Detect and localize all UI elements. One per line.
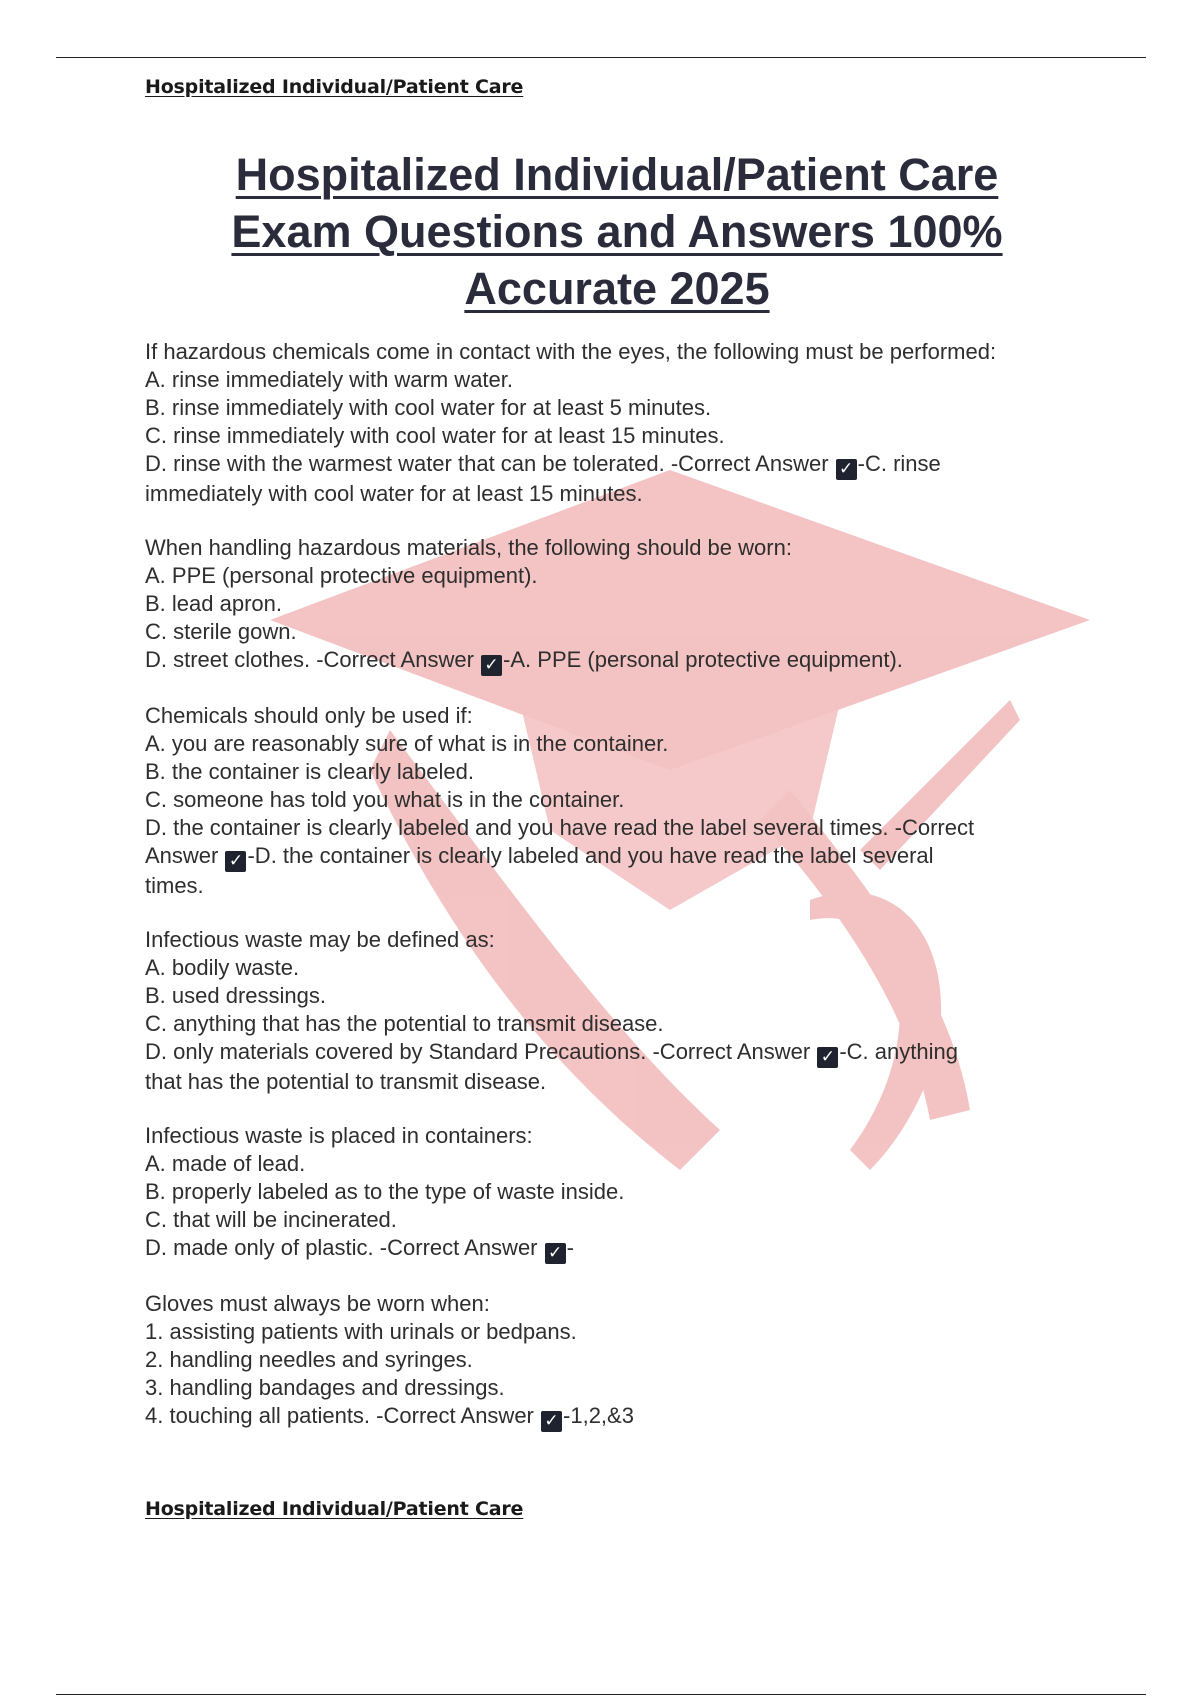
option: C. that will be incinerated. bbox=[145, 1207, 397, 1232]
option: A. bodily waste. bbox=[145, 955, 300, 980]
running-footer: Hospitalized Individual/Patient Care bbox=[145, 1498, 524, 1520]
question-block bbox=[145, 926, 1105, 1096]
questions-list bbox=[145, 338, 1105, 1458]
check-mark-icon: ✓ bbox=[836, 459, 857, 480]
option: C. anything that has the potential to transmit disease. bbox=[145, 1011, 664, 1036]
option: D. only materials covered by Standard Precautions. bbox=[145, 1039, 647, 1064]
option: D. the container is clearly labeled and you have read the label several times. -Correct bbox=[145, 815, 975, 840]
top-rule bbox=[56, 57, 1146, 58]
question-stem: Gloves must always be worn when: bbox=[145, 1291, 490, 1316]
answer-prefix: -Correct Answer bbox=[316, 647, 474, 672]
answer-prefix: -Correct Answer bbox=[670, 451, 829, 476]
option: A. PPE (personal protective equipment). bbox=[145, 563, 538, 588]
option: 1. assisting patients with urinals or bedpans. bbox=[145, 1319, 577, 1344]
question-block bbox=[145, 1122, 1105, 1264]
option-with-answer bbox=[145, 646, 1105, 676]
correct-answer: -C. anything bbox=[839, 1039, 958, 1064]
option: B. rinse immediately with cool water for at least 5 minutes. bbox=[145, 395, 712, 420]
running-header: Hospitalized Individual/Patient Care bbox=[145, 76, 524, 98]
answer-prefix: -Correct Answer bbox=[652, 1039, 811, 1064]
option: D. rinse with the warmest water that can be tolerated. bbox=[145, 451, 665, 476]
option: 4. touching all patients. bbox=[145, 1403, 371, 1428]
title-line-1: Hospitalized Individual/Patient Care bbox=[235, 149, 999, 200]
check-mark-icon: ✓ bbox=[481, 655, 502, 676]
option: A. made of lead. bbox=[145, 1151, 306, 1176]
document-title bbox=[145, 146, 1089, 317]
question-stem: When handling hazardous materials, the following should be worn: bbox=[145, 535, 792, 560]
question-stem: Infectious waste may be defined as: bbox=[145, 927, 495, 952]
check-mark-icon: ✓ bbox=[817, 1047, 838, 1068]
option-with-answer bbox=[145, 450, 1105, 480]
option: B. the container is clearly labeled. bbox=[145, 759, 474, 784]
question-stem: Infectious waste is placed in containers: bbox=[145, 1123, 533, 1148]
option: C. rinse immediately with cool water for at least 15 minutes. bbox=[145, 423, 725, 448]
option: A. you are reasonably sure of what is in the container. bbox=[145, 731, 669, 756]
check-mark-icon: ✓ bbox=[545, 1243, 566, 1264]
question-block bbox=[145, 1290, 1105, 1432]
option: 2. handling needles and syringes. bbox=[145, 1347, 473, 1372]
title-line-3: Accurate 2025 bbox=[464, 263, 770, 314]
question-block bbox=[145, 702, 1105, 900]
option-with-answer bbox=[145, 1038, 1105, 1068]
correct-answer: -D. the container is clearly labeled and you have read the label several bbox=[247, 843, 934, 868]
correct-answer-continued: immediately with cool water for at least 15 minutes. bbox=[145, 481, 643, 506]
correct-answer: -1,2,&3 bbox=[563, 1403, 634, 1428]
question-stem: Chemicals should only be used if: bbox=[145, 703, 473, 728]
option: D. street clothes. bbox=[145, 647, 311, 672]
option: B. properly labeled as to the type of waste inside. bbox=[145, 1179, 625, 1204]
correct-answer: -C. rinse bbox=[857, 451, 941, 476]
answer-line bbox=[145, 842, 1105, 872]
answer-prefix: -Correct Answer bbox=[379, 1235, 538, 1260]
bottom-rule bbox=[56, 1694, 1146, 1695]
correct-answer-continued: that has the potential to transmit disease. bbox=[145, 1069, 547, 1094]
question-block bbox=[145, 534, 1105, 676]
question-stem: If hazardous chemicals come in contact with the eyes, the following must be performed: bbox=[145, 339, 997, 364]
option: B. used dressings. bbox=[145, 983, 326, 1008]
option: 3. handling bandages and dressings. bbox=[145, 1375, 505, 1400]
check-mark-icon: ✓ bbox=[541, 1411, 562, 1432]
answer-prefix: -Correct Answer bbox=[376, 1403, 534, 1428]
option: C. someone has told you what is in the container. bbox=[145, 787, 625, 812]
option-with-answer bbox=[145, 1234, 1105, 1264]
question-block bbox=[145, 338, 1105, 508]
option: A. rinse immediately with warm water. bbox=[145, 367, 513, 392]
correct-answer-continued: times. bbox=[145, 873, 204, 898]
option-with-answer bbox=[145, 1402, 1105, 1432]
check-mark-icon: ✓ bbox=[225, 851, 246, 872]
correct-answer: -A. PPE (personal protective equipment). bbox=[503, 647, 903, 672]
correct-answer: - bbox=[566, 1235, 574, 1260]
option: C. sterile gown. bbox=[145, 619, 297, 644]
option: D. made only of plastic. bbox=[145, 1235, 374, 1260]
answer-prefix: Answer bbox=[145, 843, 219, 868]
title-line-2: Exam Questions and Answers 100% bbox=[231, 206, 1003, 257]
option: B. lead apron. bbox=[145, 591, 282, 616]
